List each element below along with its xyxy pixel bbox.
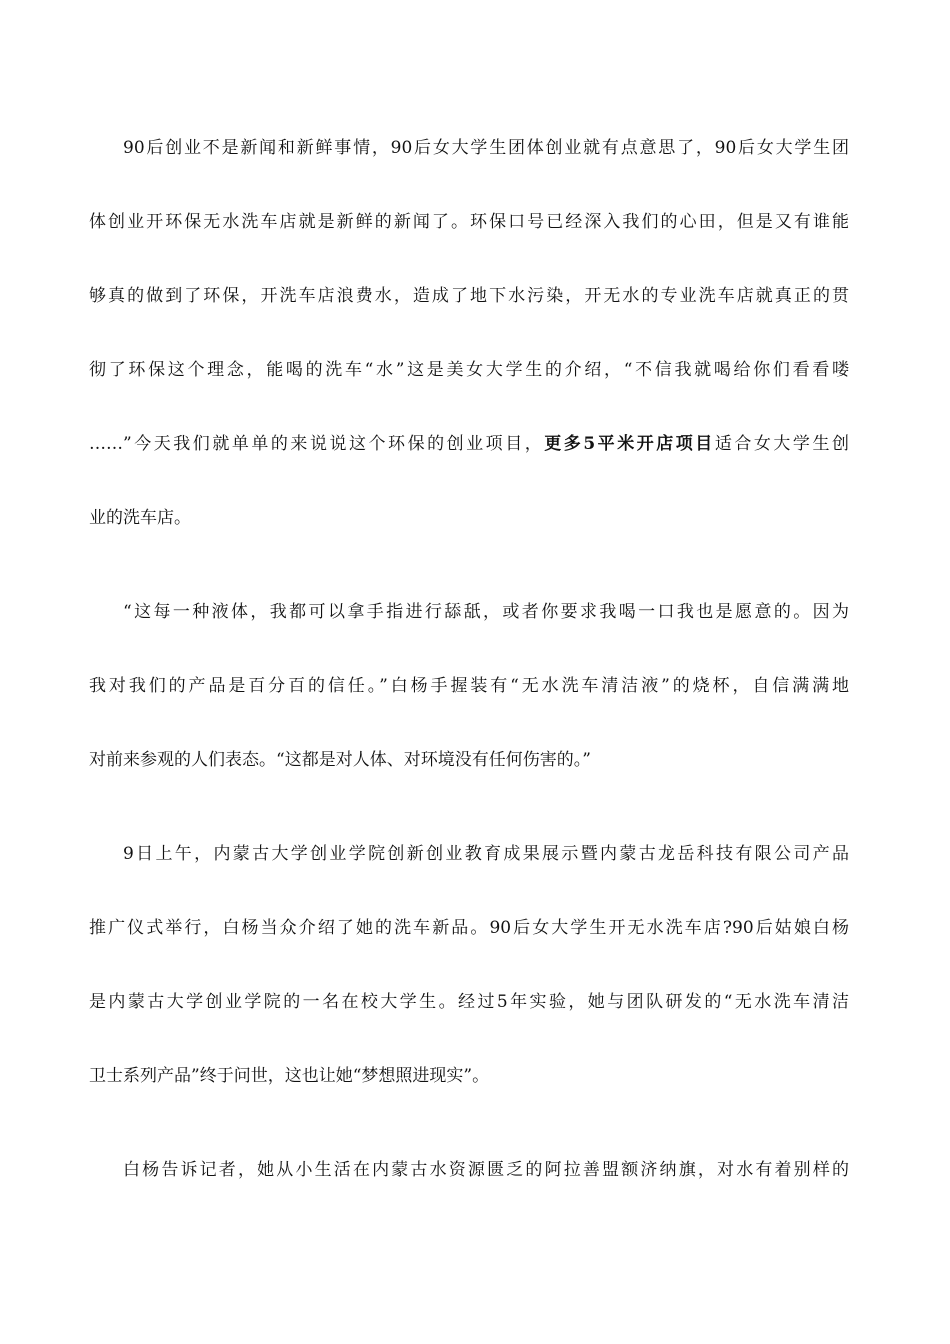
paragraph-gap [89, 555, 849, 575]
text-line: “这每一种液体，我都可以拿手指进行舔舐，或者你要求我喝一口我也是愿意的。因为 [123, 602, 849, 622]
text-line: 彻了环保这个理念，能喝的洗车“水”这是美女大学生的介绍，“不信我就喝给你们看看喽 [89, 360, 849, 380]
paragraph-1 [89, 111, 849, 555]
paragraph-gap [89, 1113, 849, 1133]
text-line: 够真的做到了环保，开洗车店浪费水，造成了地下水污染，开无水的专业洗车店就真正的贯 [89, 286, 849, 306]
text-line: 90后创业不是新闻和新鲜事情，90后女大学生团体创业就有点意思了，90后女大学生团 [123, 138, 849, 158]
paragraph-gap [89, 797, 849, 817]
paragraph-3 [89, 817, 849, 1113]
text-line: 我对我们的产品是百分百的信任。”白杨手握装有“无水洗车清洁液”的烧杯，自信满满地 [89, 676, 849, 696]
text-segment: 适合女大学生创 [714, 434, 849, 454]
paragraph-4 [89, 1133, 849, 1207]
text-line: 推广仪式举行，白杨当众介绍了她的洗车新品。90后女大学生开无水洗车店?90后姑娘白杨 [89, 918, 849, 938]
text-line-with-link [89, 407, 849, 481]
text-line: 白杨告诉记者，她从小生活在内蒙古水资源匮乏的阿拉善盟额济纳旗，对水有着别样的 [123, 1160, 849, 1180]
text-line: 业的洗车店。 [89, 508, 191, 528]
project-link[interactable]: 更多5平米开店项目 [544, 434, 715, 454]
text-line: 体创业开环保无水洗车店就是新鲜的新闻了。环保口号已经深入我们的心田，但是又有谁能 [89, 212, 849, 232]
text-line: 对前来参观的人们表态。“这都是对人体、对环境没有任何伤害的。” [89, 750, 591, 770]
text-line: 是内蒙古大学创业学院的一名在校大学生。经过5年实验，她与团队研发的“无水洗车清洁 [89, 992, 849, 1012]
text-segment: ……”今天我们就单单的来说说这个环保的创业项目， [89, 434, 545, 454]
text-line: 9日上午，内蒙古大学创业学院创新创业教育成果展示暨内蒙古龙岳科技有限公司产品 [123, 844, 849, 864]
text-line: 卫士系列产品”终于问世，这也让她“梦想照进现实”。 [89, 1066, 490, 1086]
paragraph-2 [89, 575, 849, 797]
article-body [89, 111, 849, 1207]
